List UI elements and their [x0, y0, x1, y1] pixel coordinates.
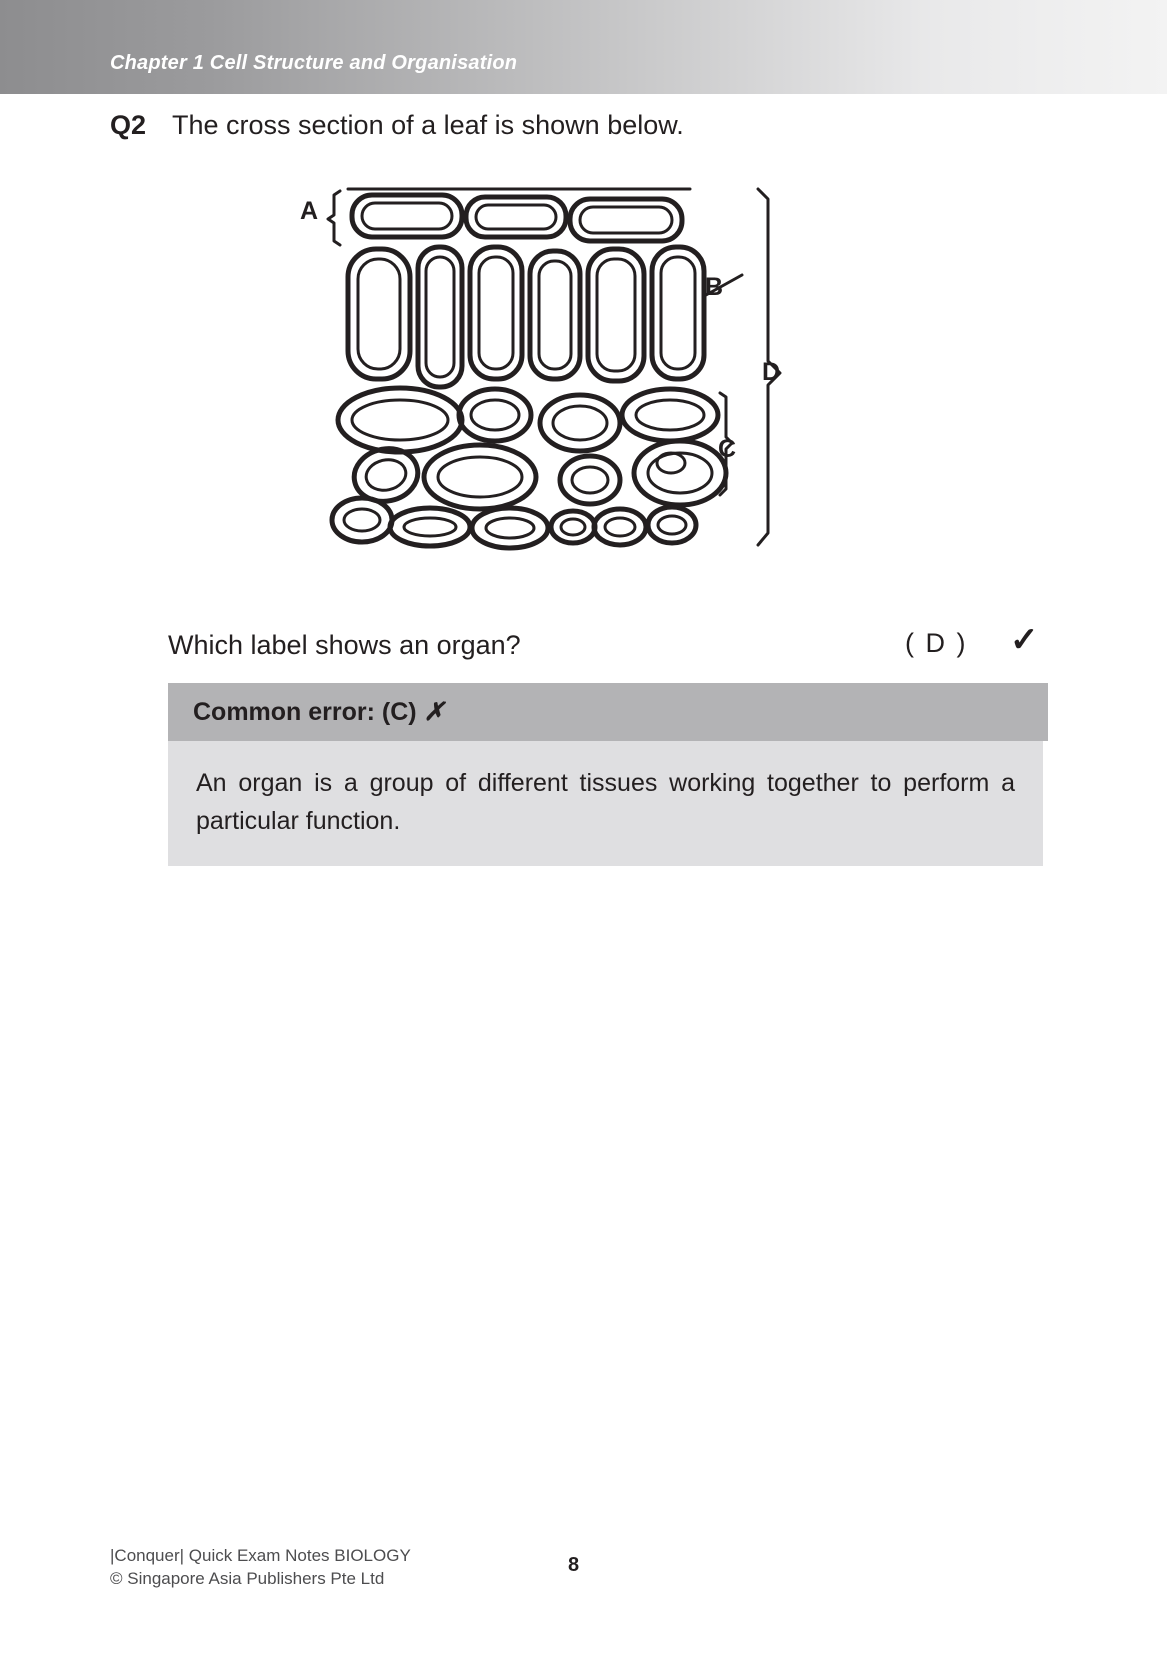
answer-open-paren: ( — [905, 628, 916, 658]
common-error-cross-icon: ✗ — [423, 698, 445, 726]
common-error-explanation: An organ is a group of different tissues working together to perform a particular function. — [168, 741, 1043, 866]
answer-correct-tick-icon: ✓ — [1010, 621, 1039, 659]
question-number: Q2 — [110, 110, 147, 140]
common-error-title: Common error: (C) — [193, 698, 417, 726]
chapter-header-band — [0, 0, 1167, 94]
answer-bracket — [905, 628, 968, 659]
footer-copyright: © Singapore Asia Publishers Pte Ltd — [110, 1568, 385, 1588]
figure-label-b: B — [705, 273, 724, 301]
common-error-header — [168, 683, 1048, 741]
question-prompt: Which label shows an organ? — [168, 630, 521, 660]
page-number: 8 — [568, 1554, 580, 1576]
answer-value: D — [925, 628, 948, 658]
leaf-diagram-svg — [290, 175, 820, 575]
footer-title: |Conquer| Quick Exam Notes BIOLOGY — [110, 1546, 411, 1565]
footer-credits — [110, 1545, 411, 1591]
common-error-panel — [168, 683, 1048, 866]
figure-label-a: A — [300, 197, 319, 225]
leaf-cross-section-figure — [290, 175, 820, 575]
figure-label-c: C — [718, 435, 737, 463]
figure-label-d: D — [762, 358, 781, 386]
question-stem: The cross section of a leaf is shown below. — [172, 110, 684, 140]
answer-close-paren: ) — [956, 628, 968, 658]
chapter-title: Chapter 1 Cell Structure and Organisation — [110, 52, 518, 74]
